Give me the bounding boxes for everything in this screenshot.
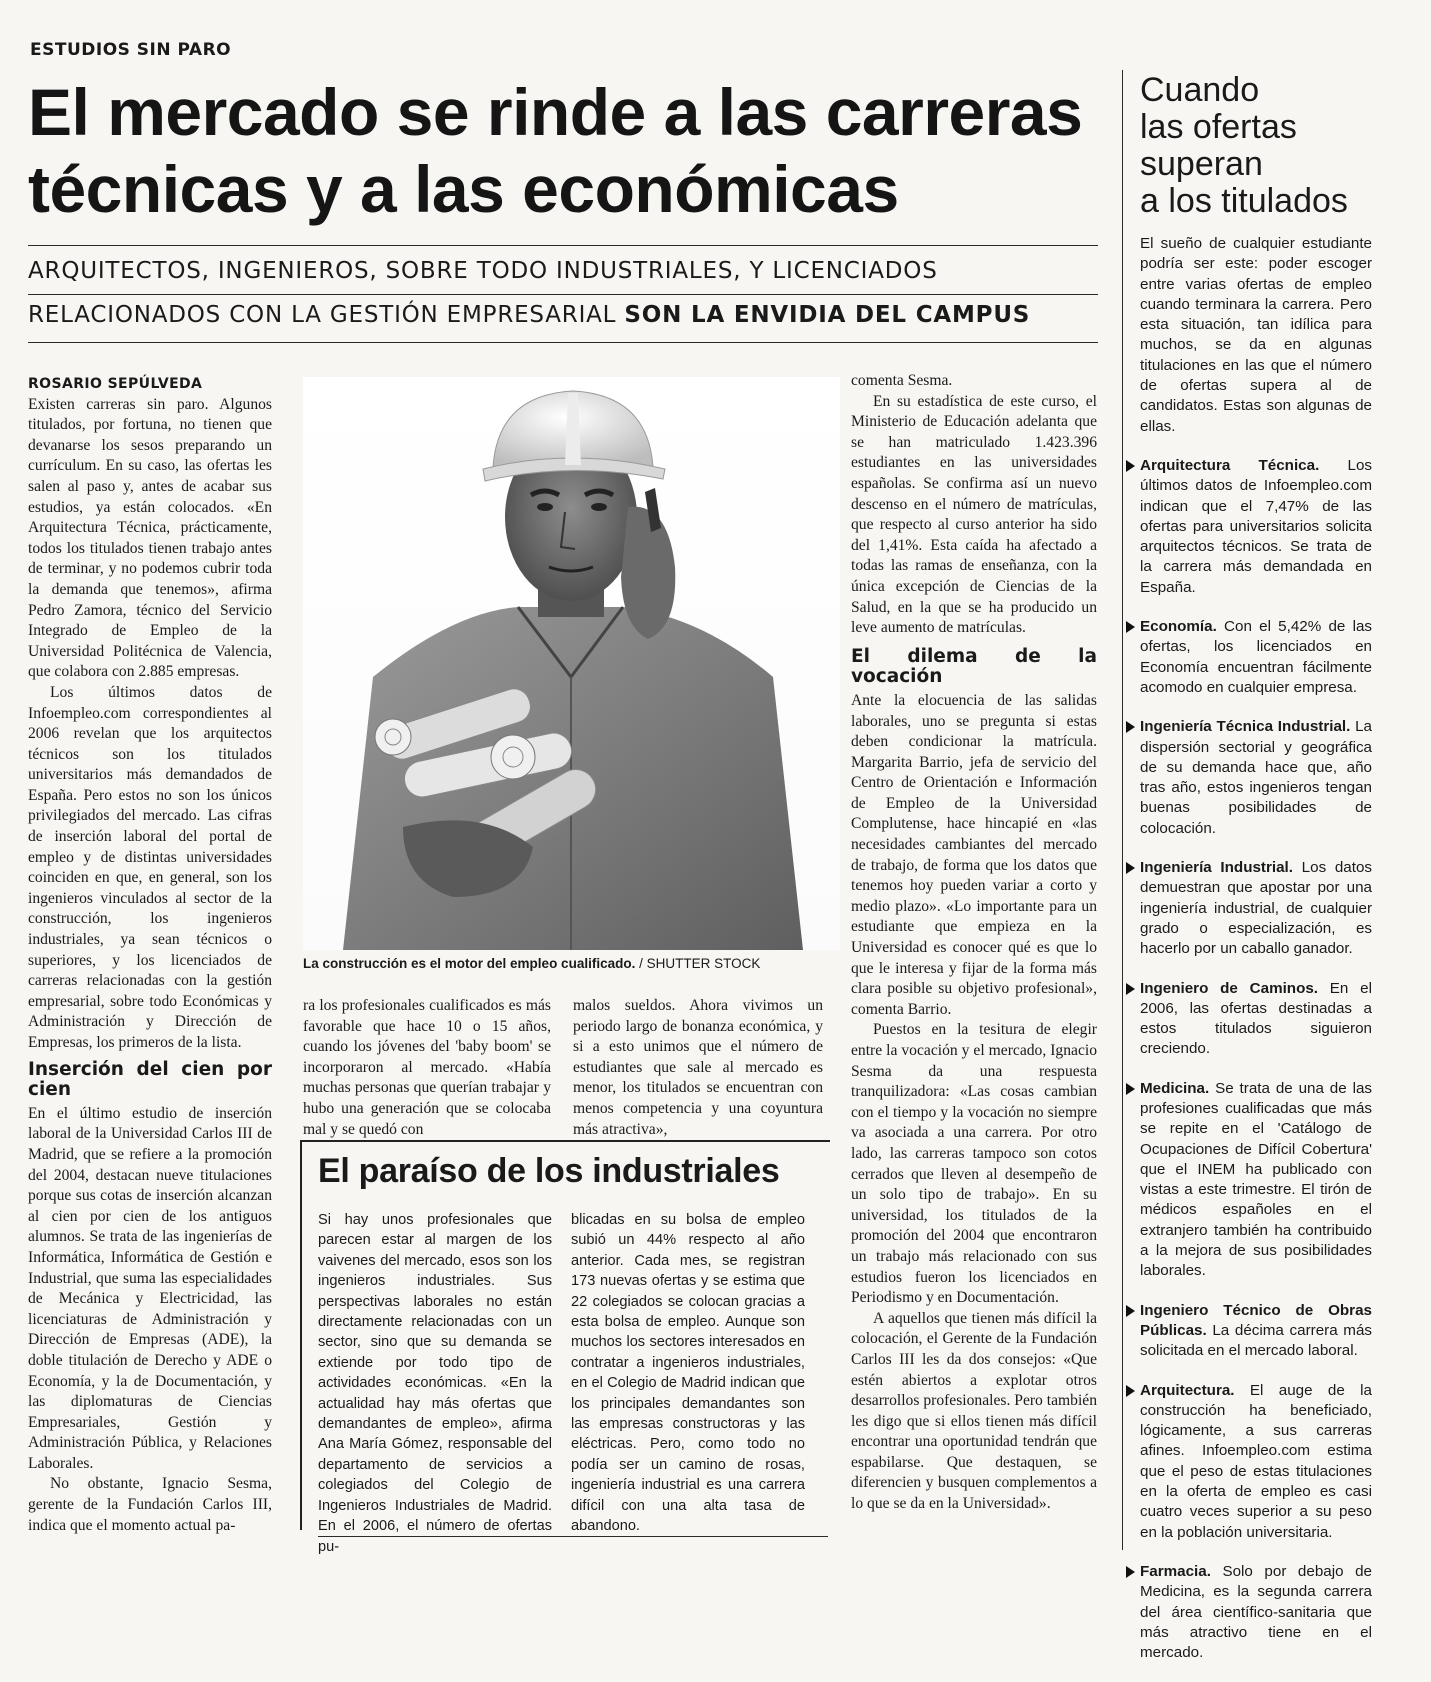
- feature-box-column-1: [318, 1210, 552, 1557]
- sidebar-item-title: Economía.: [1140, 618, 1217, 636]
- sidebar-intro: El sueño de cualquier estudiante podría ser este: poder escoger entre varias ofertas de empleo cuando terminara la carrera. Pero esta situación, tan idílica para muchos, se da en algunas titulaciones en las que el número de ofertas supera al de candidatos. Estas son algunas de ellas.: [1140, 235, 1372, 435]
- paragraph: Existen carreras sin paro. Algunos titulados, por fortuna, no tienen que devanarse los sesos preparando un currículum. En su caso, las ofertas les salen al paso y, antes de acabar sus estudios, ya están colocados. «En Arquitectura Técnica, prácticamente, todos los titulados tienen trabajo antes de terminar, y no podemos cubrir toda la demanda que tenemos», afirma Pedro Zamora, técnico del Servicio Integrado de Empleo de la Universidad Politécnica de Valencia, que colabora con 2.885 empresas.: [28, 395, 272, 681]
- paragraph: No obstante, Ignacio Sesma, gerente de la Fundación Carlos III, indica que el momento actual pa-: [28, 1475, 272, 1534]
- arrow-icon: [1126, 721, 1135, 733]
- sidebar-item: [1140, 717, 1372, 839]
- paragraph: malos sueldos. Ahora vivimos un periodo largo de bonanza económica, y si a esto unimos que el número de estudiantes que sale al mercado es menor, los titulados se encuentran con menos competencia y una coyuntura más atractiva»,: [573, 997, 823, 1138]
- subhead: Inserción del cien por cien: [28, 1058, 272, 1101]
- headline-line-1: El mercado se rinde a las carreras: [28, 75, 1083, 149]
- arrow-icon: [1126, 1385, 1135, 1397]
- sidebar-title-line: superan: [1140, 145, 1263, 183]
- paragraph: Ante la elocuencia de las salidas laborales, uno se pregunta si estas deben condicionar la matrícula. Margarita Barrio, jefa de servicio del Centro de Orientación e Información de Empleo de la Universidad Complutense, hace hincapié en «las necesidades cambiantes del mercado de trabajo, de forma que los datos que tenemos hoy pueden variar a corto y medio plazo». «Lo importante para un estudiante que empieza en la Universidad es conocer qué es que lo que le interesa y fijar de la forma más clara posible su objetivo profesional», comenta Barrio.: [851, 691, 1097, 1018]
- sidebar-item: [1140, 617, 1372, 698]
- caption-text: La construcción es el motor del empleo cualificado.: [303, 956, 636, 971]
- divider: [28, 342, 1098, 343]
- deck-line-2-bold: SON LA ENVIDIA DEL CAMPUS: [624, 302, 1031, 328]
- photo-caption: [303, 956, 760, 971]
- paragraph: En el último estudio de inserción laboral de la Universidad Carlos III de Madrid, que se refiere a la promoción del 2004, destacan nueve titulaciones porque sus cotas de inserción alcanzan al cien por cien de los antiguos alumnos. Se trata de las ingenierías de Informática, Informática de Gestión e Industrial, que suma las especialidades de Mecánica y Electricidad, las licenciaturas de Administración y Dirección de Empresas (ADE), la doble titulación de Derecho y ADE o Economía, y la de Documentación, y las diplomaturas de Ciencias Empresariales, Gestión y Administración Pública, y Relaciones Laborales.: [28, 1104, 272, 1472]
- sidebar-item-text: La décima carrera más solicitada en el mercado laboral.: [1140, 1321, 1372, 1360]
- sidebar-item-text: El auge de la construcción ha beneficiado, lógicamente, a sus carreras afines. Infoempleo.com estima que el peso de estas titulaciones en la oferta de empleo es casi cuatro veces superior a su peso en la población universitaria.: [1140, 1381, 1372, 1541]
- divider: [28, 294, 1098, 295]
- feature-box-title: El paraíso de los industriales: [318, 1152, 780, 1190]
- paragraph: Puestos en la tesitura de elegir entre la vocación y el mercado, Ignacio Sesma da una respuesta tranquilizadora: «Las cosas cambian con el tiempo y la vocación no siempre va asociada a una carrera. Por otro lado, las carreras tampoco son cotos cerrados que lleven al desempeño de un solo tipo de trabajo». En su universidad, los titulados de la promoción del 2004 que encontraron un trabajo más relacionado con sus estudios fueron los licenciados en Periodismo y en Documentación.: [851, 1021, 1097, 1307]
- sidebar-item-text: Se trata de una de las profesiones cualificadas que más se repite en el 'Catálogo de Ocupaciones de Difícil Cobertura' que el INEM ha publicado con vistas a este trimestre. El tirón de médicos españoles en el extranjero también ha contribuido a la mejora de sus posibilidades laborales.: [1140, 1079, 1372, 1280]
- arrow-icon: [1126, 1083, 1135, 1095]
- paragraph: Los últimos datos de Infoempleo.com correspondientes al 2006 revelan que los arquitectos técnicos son los titulados universitarios más demandados de España. Pero estos no son los únicos privilegiados del mercado. Las cifras de inserción laboral del portal de empleo y de distintas universidades coinciden en que, en general, son los ingenieros vinculados al sector de la construcción, los ingenieros industriales, ya sean técnicos o superiores, y los licenciados de carreras relacionadas con la gestión empresarial, sobre todo Económicas y Administración y Dirección de Empresas, los primeros de la lista.: [28, 683, 272, 1051]
- sidebar-body: [1140, 234, 1372, 1682]
- paragraph: blicadas en su bolsa de empleo subió un 44% respecto al año anterior. Cada mes, se registran 173 nuevas ofertas y se estima que 22 colegiados se colocan gracias a esta bolsa de empleo. Aunque son muchos los sectores interesados en contratar a ingenieros industriales, en el Colegio de Madrid indican que los principales demandantes son las empresas constructoras y las eléctricas. Pero, como todo no podía ser un camino de rosas, ingeniería industrial es una carrera difícil con una alta tasa de abandono.: [571, 1212, 805, 1535]
- section-kicker: ESTUDIOS SIN PARO: [30, 40, 232, 60]
- article-column-2: [303, 996, 551, 1140]
- sidebar-title-line: a los titulados: [1140, 182, 1348, 220]
- headline-line-2: técnicas y a las económicas: [28, 152, 899, 226]
- caption-credit: / SHUTTER STOCK: [635, 956, 761, 971]
- sidebar-item-text: Los datos demuestran que apostar por una ingeniería industrial, de cualquier grado o especialización, es hacerlo por un caballo ganador.: [1140, 859, 1372, 958]
- sidebar-item-text: La dispersión sectorial y geográfica de su demanda hace que, año tras año, estos ingenieros tengan buenas posibilidades de colocación.: [1140, 718, 1372, 837]
- deck-line-2: [28, 302, 1030, 328]
- arrow-icon: [1126, 1305, 1135, 1317]
- sidebar-item: [1140, 1301, 1372, 1362]
- arrow-icon: [1126, 621, 1135, 633]
- sidebar-item-title: Farmacia.: [1140, 1562, 1211, 1580]
- arrow-icon: [1126, 862, 1135, 874]
- article-column-1: [28, 374, 272, 1536]
- sidebar-item: [1140, 979, 1372, 1060]
- article-column-3: [573, 996, 823, 1140]
- sidebar-item: [1140, 1562, 1372, 1663]
- headline: [28, 74, 1108, 228]
- sidebar-divider: [1122, 70, 1123, 1550]
- divider: [28, 245, 1098, 246]
- deck-line-1: ARQUITECTOS, INGENIEROS, SOBRE TODO INDUSTRIALES, Y LICENCIADOS: [28, 258, 938, 284]
- arrow-icon: [1126, 1566, 1135, 1578]
- paragraph: En su estadística de este curso, el Ministerio de Educación adelanta que se han matriculado 1.423.396 estudiantes en las universidades españolas. Se confirma así un nuevo descenso en el número de matrículas, que respecto al curso anterior ha sido del 1,41%. Esta caída ha afectado a todas las ramas de enseñanza, con la única excepción de Ciencias de la Salud, en la que se ha producido un leve aumento de matrículas.: [851, 392, 1097, 637]
- sidebar-item-text: Solo por debajo de Medicina, es la segunda carrera del área científico-sanitaria que más atractivo tiene en el mercado.: [1140, 1562, 1372, 1662]
- sidebar-item-title: Ingeniero de Caminos.: [1140, 979, 1319, 997]
- sidebar-item-text: Con el 5,42% de las ofertas, los licenciados en Economía encuentran fácilmente acomodo en cualquier empresa.: [1140, 618, 1372, 696]
- deck-line-2-normal: RELACIONADOS CON LA GESTIÓN EMPRESARIAL: [28, 302, 625, 328]
- feature-box-column-2: [571, 1210, 805, 1537]
- sidebar-item-title: Ingeniería Industrial.: [1140, 859, 1293, 877]
- article-photo: [303, 377, 840, 950]
- paragraph: ra los profesionales cualificados es más favorable que hace 10 o 15 años, cuando los jóvenes del 'baby boom' se incorporaron al mercado. «Había muchas personas que querían trabajar y hubo una generación que se colocaba mal y se quedó con: [303, 997, 551, 1138]
- arrow-icon: [1126, 460, 1135, 472]
- subhead: El dilema de la vocación: [851, 645, 1097, 688]
- byline: ROSARIO SEPÚLVEDA: [28, 376, 203, 392]
- arrow-icon: [1126, 983, 1135, 995]
- sidebar-item-title: Ingeniería Técnica Industrial.: [1140, 718, 1351, 736]
- sidebar-item-text: Los últimos datos de Infoempleo.com indican que el 7,47% de las ofertas para universitarios solicita arquitectos técnicos. Se trata de la carrera más demandada en España.: [1140, 456, 1372, 596]
- sidebar-item: [1140, 1079, 1372, 1282]
- worker-photo-illustration: [303, 377, 840, 950]
- paragraph: comenta Sesma.: [851, 372, 953, 389]
- sidebar-title-line: las ofertas: [1140, 108, 1297, 146]
- sidebar-item: [1140, 456, 1372, 598]
- sidebar-item-text: En el 2006, las ofertas destinadas a estos titulados siguieron creciendo.: [1140, 979, 1372, 1058]
- sidebar-item-title: Medicina.: [1140, 1079, 1210, 1097]
- sidebar-item: [1140, 858, 1372, 959]
- sidebar-title: [1140, 72, 1348, 220]
- sidebar-title-line: Cuando: [1140, 71, 1260, 109]
- paragraph: A aquellos que tienen más difícil la colocación, el Gerente de la Fundación Carlos III les da dos consejos: «Que estén abiertos a explotar otros desarrollos profesionales. Pero también les digo que si ellos tienen más difícil encontrar una oportunidad tendrán que espabilarse. Que destaquen, se diferencien y busquen complementos a lo que se da en la Universidad».: [851, 1309, 1097, 1513]
- article-column-4: [851, 371, 1097, 1515]
- divider: [318, 1536, 828, 1537]
- sidebar-item: [1140, 1381, 1372, 1543]
- sidebar-item-title: Ingeniero Técnico de Obras Públicas.: [1140, 1301, 1372, 1339]
- paragraph: Si hay unos profesionales que parecen estar al margen de los vaivenes del mercado, esos son los ingenieros industriales. Sus perspectivas laborales no están directamente relacionadas con un sector, sino que su demanda se extiende por todo tipo de actividades económicas. «En la actualidad hay más ofertas que demandantes de empleo», afirma Ana María Gómez, responsable del departamento de servicios a colegiados del Colegio de Ingenieros Industriales de Madrid. En el 2006, el número de ofertas pu-: [318, 1212, 552, 1555]
- sidebar-item-title: Arquitectura.: [1140, 1381, 1235, 1399]
- sidebar-item-title: Arquitectura Técnica.: [1140, 456, 1320, 474]
